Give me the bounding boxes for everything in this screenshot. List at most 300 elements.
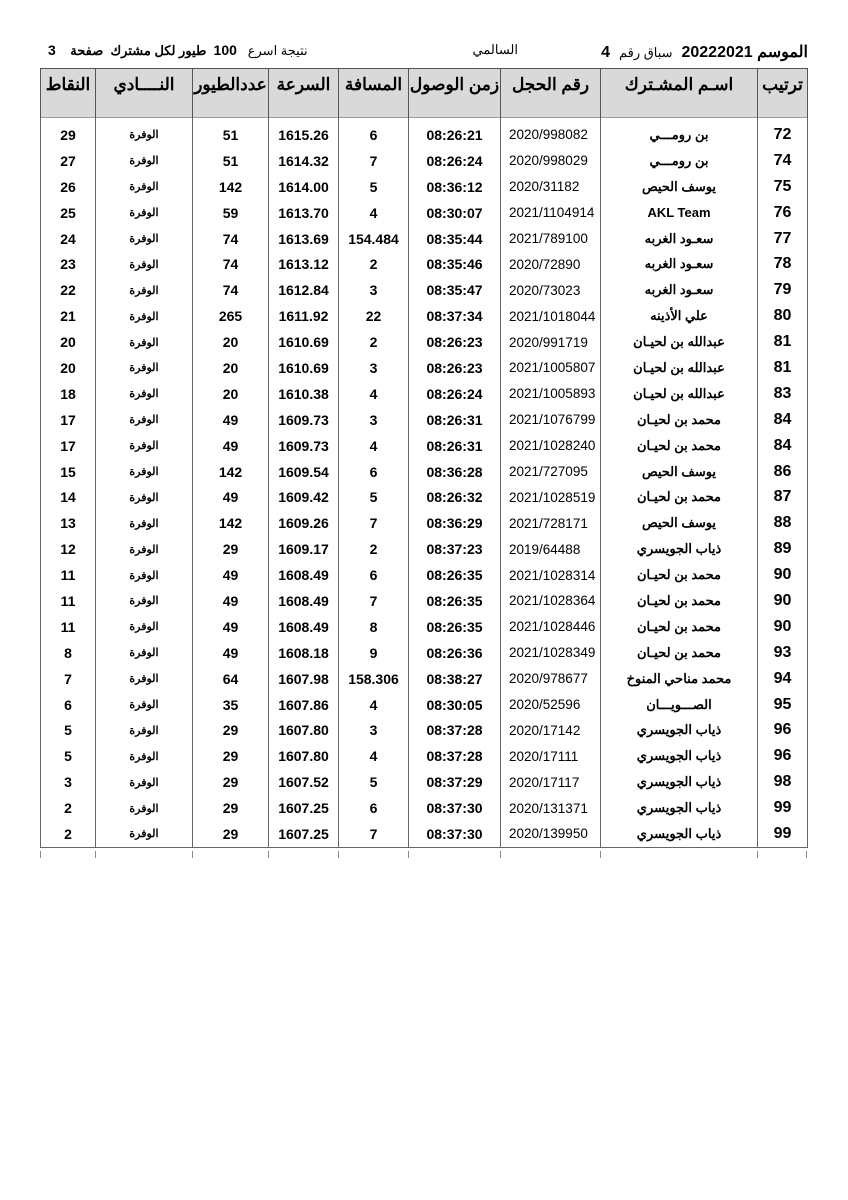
cell-name: يوسف الحيص [601, 510, 758, 536]
cell-name: ذياب الجويسري [601, 743, 758, 769]
location: السالمي [472, 42, 518, 57]
cell-club: الوفرة [96, 562, 193, 588]
cell-speed: 1607.52 [269, 769, 339, 795]
per-member-label: طيور لكل مشترك [110, 43, 207, 58]
cell-points: 24 [41, 226, 96, 252]
tick-mark [268, 851, 269, 858]
table-body [41, 118, 808, 848]
table-row [41, 122, 808, 148]
cell-distance: 4 [339, 200, 409, 226]
cell-speed: 1614.32 [269, 148, 339, 174]
cell-distance: 7 [339, 510, 409, 536]
cell-speed: 1614.00 [269, 174, 339, 200]
table-row [41, 251, 808, 277]
cell-name: ذياب الجويسري [601, 717, 758, 743]
cell-points: 5 [41, 743, 96, 769]
cell-rank: 72 [758, 122, 808, 148]
cell-name: الصـــويـــان [601, 692, 758, 718]
cell-ring-number: 2021/1018044 [501, 303, 601, 329]
cell-rank: 87 [758, 484, 808, 510]
tick-mark [40, 851, 41, 858]
cell-distance: 5 [339, 484, 409, 510]
cell-rank: 90 [758, 614, 808, 640]
cell-ring-number: 2020/17142 [501, 717, 601, 743]
cell-arrival-time: 08:37:30 [409, 795, 501, 821]
cell-points: 22 [41, 277, 96, 303]
column-header-rank: ترتيب [758, 69, 808, 118]
cell-ring-number: 2021/1005807 [501, 355, 601, 381]
cell-points: 2 [41, 795, 96, 821]
cell-distance: 5 [339, 769, 409, 795]
report-title [48, 42, 808, 64]
cell-points: 21 [41, 303, 96, 329]
cell-speed: 1607.98 [269, 666, 339, 692]
cell-rank: 95 [758, 692, 808, 718]
cell-rank: 99 [758, 795, 808, 821]
table-row [41, 769, 808, 795]
cell-arrival-time: 08:26:24 [409, 381, 501, 407]
cell-rank: 74 [758, 148, 808, 174]
cell-bird-count: 142 [193, 510, 269, 536]
table-row [41, 174, 808, 200]
cell-rank: 79 [758, 277, 808, 303]
cell-ring-number: 2021/1005893 [501, 381, 601, 407]
table-row [41, 148, 808, 174]
cell-speed: 1615.26 [269, 122, 339, 148]
cell-speed: 1608.49 [269, 588, 339, 614]
column-header-ring-number: رقم الحجل [501, 69, 601, 118]
table-row [41, 692, 808, 718]
table-row [41, 821, 808, 847]
cell-rank: 96 [758, 717, 808, 743]
cell-bird-count: 35 [193, 692, 269, 718]
cell-rank: 77 [758, 226, 808, 252]
cell-ring-number: 2020/17117 [501, 769, 601, 795]
table-row [41, 303, 808, 329]
cell-name: سعـود الغربه [601, 251, 758, 277]
cell-name: ذياب الجويسري [601, 769, 758, 795]
cell-name: ذياب الجويسري [601, 536, 758, 562]
cell-bird-count: 29 [193, 821, 269, 847]
cell-points: 20 [41, 329, 96, 355]
cell-points: 3 [41, 769, 96, 795]
page-label: صفحة [70, 43, 104, 58]
column-header-points: النقاط [41, 69, 96, 118]
cell-bird-count: 49 [193, 562, 269, 588]
cell-ring-number: 2021/1104914 [501, 200, 601, 226]
cell-club: الوفرة [96, 536, 193, 562]
cell-arrival-time: 08:37:23 [409, 536, 501, 562]
cell-bird-count: 29 [193, 769, 269, 795]
cell-rank: 96 [758, 743, 808, 769]
cell-points: 29 [41, 122, 96, 148]
cell-points: 17 [41, 433, 96, 459]
table-row [41, 407, 808, 433]
cell-distance: 22 [339, 303, 409, 329]
cell-name: محمد بن لحيـان [601, 433, 758, 459]
cell-distance: 2 [339, 536, 409, 562]
birds-count: 100 [213, 42, 237, 58]
cell-name: محمد بن لحيـان [601, 484, 758, 510]
cell-speed: 1609.54 [269, 459, 339, 485]
cell-bird-count: 142 [193, 174, 269, 200]
cell-rank: 90 [758, 562, 808, 588]
cell-rank: 76 [758, 200, 808, 226]
cell-points: 2 [41, 821, 96, 847]
table-row [41, 484, 808, 510]
cell-arrival-time: 08:37:29 [409, 769, 501, 795]
cell-name: علي الأذينه [601, 303, 758, 329]
cell-points: 27 [41, 148, 96, 174]
cell-speed: 1607.25 [269, 821, 339, 847]
cell-bird-count: 59 [193, 200, 269, 226]
cell-speed: 1609.26 [269, 510, 339, 536]
column-header-distance: المسافة [339, 69, 409, 118]
cell-bird-count: 49 [193, 407, 269, 433]
column-header-bird-count: عددالطيور [193, 69, 269, 118]
table-row [41, 640, 808, 666]
cell-ring-number: 2021/1028314 [501, 562, 601, 588]
cell-arrival-time: 08:30:07 [409, 200, 501, 226]
cell-bird-count: 29 [193, 743, 269, 769]
table-row [41, 562, 808, 588]
cell-distance: 3 [339, 355, 409, 381]
cell-arrival-time: 08:26:36 [409, 640, 501, 666]
cell-name: محمد بن لحيـان [601, 588, 758, 614]
cell-arrival-time: 08:36:28 [409, 459, 501, 485]
cell-rank: 75 [758, 174, 808, 200]
cell-speed: 1607.86 [269, 692, 339, 718]
cell-bird-count: 74 [193, 251, 269, 277]
cell-club: الوفرة [96, 795, 193, 821]
cell-arrival-time: 08:26:35 [409, 614, 501, 640]
cell-arrival-time: 08:35:44 [409, 226, 501, 252]
cell-speed: 1608.49 [269, 562, 339, 588]
cell-points: 23 [41, 251, 96, 277]
cell-name: محمد بن لحيـان [601, 640, 758, 666]
cell-name: ذياب الجويسري [601, 821, 758, 847]
cell-club: الوفرة [96, 433, 193, 459]
cell-club: الوفرة [96, 459, 193, 485]
cell-distance: 3 [339, 407, 409, 433]
cell-points: 25 [41, 200, 96, 226]
cell-arrival-time: 08:26:32 [409, 484, 501, 510]
cell-distance: 2 [339, 251, 409, 277]
table-row [41, 666, 808, 692]
cell-club: الوفرة [96, 226, 193, 252]
cell-name: عبدالله بن لحيـان [601, 355, 758, 381]
cell-distance: 5 [339, 174, 409, 200]
cell-distance: 4 [339, 433, 409, 459]
cell-name: AKL Team [601, 200, 758, 226]
cell-ring-number: 2021/728171 [501, 510, 601, 536]
cell-rank: 93 [758, 640, 808, 666]
cell-ring-number: 2021/1076799 [501, 407, 601, 433]
cell-arrival-time: 08:37:34 [409, 303, 501, 329]
cell-rank: 84 [758, 433, 808, 459]
tick-mark [408, 851, 409, 858]
cell-rank: 88 [758, 510, 808, 536]
cell-bird-count: 49 [193, 433, 269, 459]
cell-arrival-time: 08:26:35 [409, 562, 501, 588]
cell-speed: 1608.18 [269, 640, 339, 666]
cell-arrival-time: 08:38:27 [409, 666, 501, 692]
column-header-speed: السرعة [269, 69, 339, 118]
cell-name: عبدالله بن لحيـان [601, 329, 758, 355]
cell-speed: 1609.73 [269, 433, 339, 459]
cell-rank: 78 [758, 251, 808, 277]
cell-arrival-time: 08:30:05 [409, 692, 501, 718]
cell-name: محمد بن لحيـان [601, 407, 758, 433]
cell-speed: 1613.69 [269, 226, 339, 252]
cell-points: 17 [41, 407, 96, 433]
cell-ring-number: 2020/991719 [501, 329, 601, 355]
cell-club: الوفرة [96, 821, 193, 847]
cell-name: يوسف الحيص [601, 459, 758, 485]
result-info [48, 42, 308, 59]
table-row [41, 536, 808, 562]
cell-arrival-time: 08:37:30 [409, 821, 501, 847]
cell-club: الوفرة [96, 329, 193, 355]
cell-club: الوفرة [96, 717, 193, 743]
cell-rank: 90 [758, 588, 808, 614]
table-row [41, 226, 808, 252]
cell-name: بن رومـــي [601, 122, 758, 148]
cell-bird-count: 51 [193, 148, 269, 174]
tick-mark [600, 851, 601, 858]
cell-club: الوفرة [96, 303, 193, 329]
cell-ring-number: 2021/727095 [501, 459, 601, 485]
cell-speed: 1610.69 [269, 355, 339, 381]
cell-arrival-time: 08:26:23 [409, 355, 501, 381]
cell-name: محمد بن لحيـان [601, 562, 758, 588]
results-table [40, 68, 808, 848]
cell-ring-number: 2020/131371 [501, 795, 601, 821]
cell-name: يوسف الحيص [601, 174, 758, 200]
cell-bird-count: 64 [193, 666, 269, 692]
table-row [41, 355, 808, 381]
cell-points: 8 [41, 640, 96, 666]
cell-club: الوفرة [96, 407, 193, 433]
cell-ring-number: 2021/1028240 [501, 433, 601, 459]
cell-distance: 6 [339, 122, 409, 148]
cell-speed: 1610.69 [269, 329, 339, 355]
cell-name: عبدالله بن لحيـان [601, 381, 758, 407]
table-row [41, 717, 808, 743]
tick-mark [500, 851, 501, 858]
cell-ring-number: 2021/1028519 [501, 484, 601, 510]
cell-rank: 99 [758, 821, 808, 847]
table-row [41, 200, 808, 226]
cell-rank: 83 [758, 381, 808, 407]
tick-mark [806, 851, 807, 858]
cell-rank: 89 [758, 536, 808, 562]
cell-distance: 6 [339, 459, 409, 485]
cell-speed: 1610.38 [269, 381, 339, 407]
cell-club: الوفرة [96, 588, 193, 614]
cell-name: محمد مناحي المنوخ [601, 666, 758, 692]
result-label: نتيجة اسرع [247, 43, 308, 58]
cell-name: محمد بن لحيـان [601, 614, 758, 640]
cell-arrival-time: 08:35:46 [409, 251, 501, 277]
cell-arrival-time: 08:26:24 [409, 148, 501, 174]
cell-distance: 6 [339, 795, 409, 821]
cell-name: سعـود الغربه [601, 277, 758, 303]
cell-bird-count: 49 [193, 640, 269, 666]
cell-bird-count: 29 [193, 536, 269, 562]
cell-points: 12 [41, 536, 96, 562]
column-header-club: النــــادي [96, 69, 193, 118]
cell-bird-count: 29 [193, 717, 269, 743]
cell-ring-number: 2019/64488 [501, 536, 601, 562]
cell-points: 20 [41, 355, 96, 381]
cell-arrival-time: 08:26:23 [409, 329, 501, 355]
cell-points: 11 [41, 562, 96, 588]
cell-arrival-time: 08:37:28 [409, 743, 501, 769]
race-label: سباق رقم [618, 45, 673, 60]
cell-arrival-time: 08:37:28 [409, 717, 501, 743]
cell-speed: 1607.80 [269, 743, 339, 769]
cell-club: الوفرة [96, 484, 193, 510]
cell-distance: 7 [339, 588, 409, 614]
cell-distance: 3 [339, 717, 409, 743]
cell-club: الوفرة [96, 666, 193, 692]
cell-rank: 81 [758, 329, 808, 355]
cell-ring-number: 2020/998029 [501, 148, 601, 174]
cell-ring-number: 2020/31182 [501, 174, 601, 200]
cell-points: 5 [41, 717, 96, 743]
cell-bird-count: 49 [193, 484, 269, 510]
race-number: 4 [601, 44, 611, 61]
cell-distance: 4 [339, 381, 409, 407]
cell-speed: 1609.73 [269, 407, 339, 433]
cell-ring-number: 2020/72890 [501, 251, 601, 277]
table-row [41, 277, 808, 303]
cell-ring-number: 2021/1028364 [501, 588, 601, 614]
cell-rank: 81 [758, 355, 808, 381]
cell-points: 11 [41, 588, 96, 614]
table-header [41, 69, 808, 118]
cell-ring-number: 2020/52596 [501, 692, 601, 718]
cell-ring-number: 2020/978677 [501, 666, 601, 692]
cell-arrival-time: 08:36:12 [409, 174, 501, 200]
cell-speed: 1613.12 [269, 251, 339, 277]
cell-name: بن رومـــي [601, 148, 758, 174]
cell-bird-count: 20 [193, 381, 269, 407]
cell-name: ذياب الجويسري [601, 795, 758, 821]
cell-club: الوفرة [96, 122, 193, 148]
cell-speed: 1607.80 [269, 717, 339, 743]
cell-speed: 1608.49 [269, 614, 339, 640]
cell-rank: 84 [758, 407, 808, 433]
cell-bird-count: 74 [193, 226, 269, 252]
table-row [41, 614, 808, 640]
cell-ring-number: 2020/139950 [501, 821, 601, 847]
cell-club: الوفرة [96, 381, 193, 407]
cell-arrival-time: 08:26:21 [409, 122, 501, 148]
cell-bird-count: 49 [193, 588, 269, 614]
cell-bird-count: 29 [193, 795, 269, 821]
cell-ring-number: 2021/1028446 [501, 614, 601, 640]
cell-club: الوفرة [96, 200, 193, 226]
cell-arrival-time: 08:36:29 [409, 510, 501, 536]
cell-bird-count: 51 [193, 122, 269, 148]
cell-bird-count: 74 [193, 277, 269, 303]
season-race [601, 42, 808, 62]
cell-rank: 86 [758, 459, 808, 485]
cell-club: الوفرة [96, 614, 193, 640]
cell-club: الوفرة [96, 251, 193, 277]
cell-distance: 2 [339, 329, 409, 355]
table-row [41, 510, 808, 536]
table-row [41, 381, 808, 407]
cell-distance: 4 [339, 743, 409, 769]
cell-bird-count: 49 [193, 614, 269, 640]
table-row [41, 433, 808, 459]
cell-arrival-time: 08:26:31 [409, 407, 501, 433]
cell-speed: 1612.84 [269, 277, 339, 303]
cell-distance: 7 [339, 821, 409, 847]
cell-name: سعـود الغربه [601, 226, 758, 252]
table-row [41, 459, 808, 485]
cell-speed: 1613.70 [269, 200, 339, 226]
cell-speed: 1607.25 [269, 795, 339, 821]
cell-points: 13 [41, 510, 96, 536]
cell-ring-number: 2021/1028349 [501, 640, 601, 666]
cell-ring-number: 2020/17111 [501, 743, 601, 769]
cell-points: 15 [41, 459, 96, 485]
cell-distance: 9 [339, 640, 409, 666]
tick-mark [338, 851, 339, 858]
cell-club: الوفرة [96, 355, 193, 381]
cell-distance: 3 [339, 277, 409, 303]
cell-bird-count: 20 [193, 329, 269, 355]
cell-club: الوفرة [96, 148, 193, 174]
season-label: الموسم [757, 44, 808, 61]
tick-mark [192, 851, 193, 858]
cell-distance: 4 [339, 692, 409, 718]
cell-distance: 158.306 [339, 666, 409, 692]
table-row [41, 588, 808, 614]
cell-bird-count: 20 [193, 355, 269, 381]
cell-arrival-time: 08:26:31 [409, 433, 501, 459]
cell-ring-number: 2021/789100 [501, 226, 601, 252]
cell-rank: 94 [758, 666, 808, 692]
cell-arrival-time: 08:35:47 [409, 277, 501, 303]
cell-points: 6 [41, 692, 96, 718]
table-row [41, 329, 808, 355]
cell-arrival-time: 08:26:35 [409, 588, 501, 614]
cell-rank: 98 [758, 769, 808, 795]
cell-points: 18 [41, 381, 96, 407]
cell-distance: 7 [339, 148, 409, 174]
cell-speed: 1611.92 [269, 303, 339, 329]
cell-points: 11 [41, 614, 96, 640]
tick-mark [95, 851, 96, 858]
page-number: 3 [48, 42, 56, 58]
cell-club: الوفرة [96, 640, 193, 666]
cell-points: 7 [41, 666, 96, 692]
cell-rank: 80 [758, 303, 808, 329]
cell-club: الوفرة [96, 510, 193, 536]
cell-bird-count: 265 [193, 303, 269, 329]
column-header-arrival-time: زمن الوصول [409, 69, 501, 118]
cell-club: الوفرة [96, 277, 193, 303]
season-value: 20222021 [681, 44, 753, 61]
cell-club: الوفرة [96, 692, 193, 718]
cell-speed: 1609.17 [269, 536, 339, 562]
cell-club: الوفرة [96, 743, 193, 769]
